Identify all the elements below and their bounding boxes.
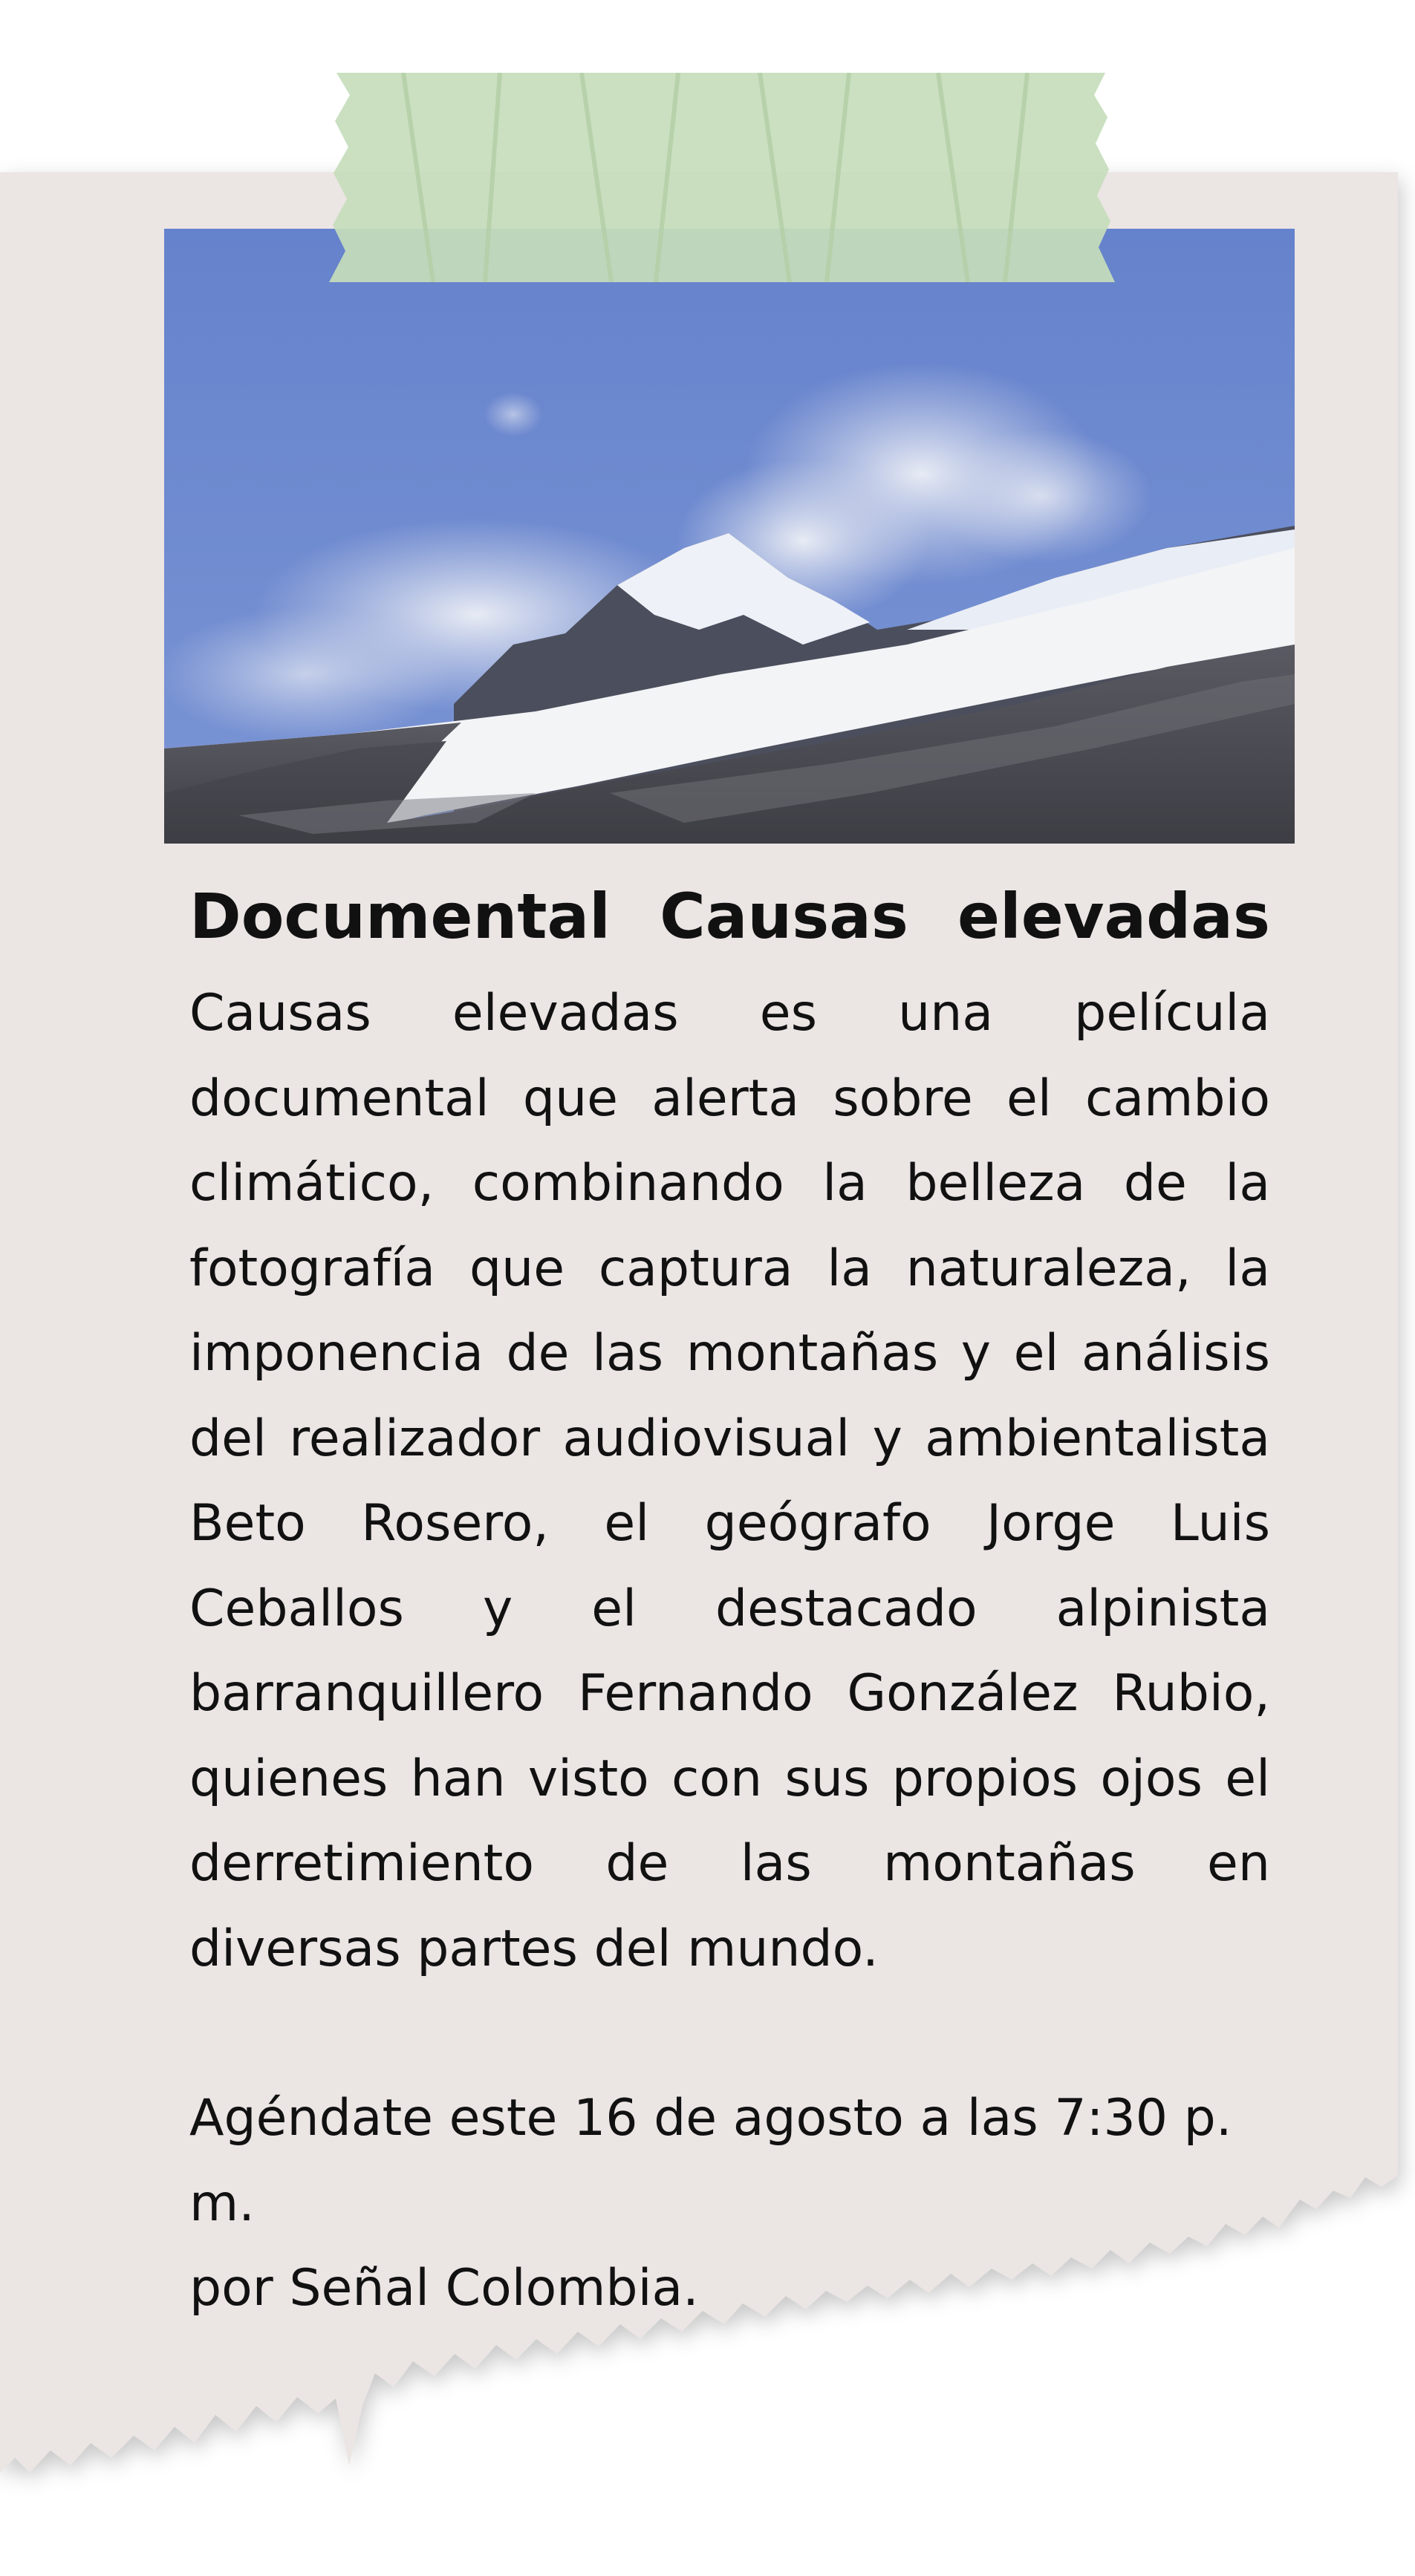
schedule-line-1: Agéndate este 16 de agosto a las 7:30 p. m.	[189, 2089, 1232, 2233]
washi-tape	[329, 73, 1115, 282]
card-description: Causas elevadas es una película documental que alerta sobre el cambio climático, combinando la belleza de la fotografía que captura la naturaleza, la imponencia de las montañas y el análisis del realizador audiovisual y ambientalista Beto Rosero, el geógrafo Jorge Luis Ceballos y el destacado alpinista barranquillero Fernando González Rubio, quienes han visto con sus propios ojos el derretimiento de las montañas en diversas partes del mundo.	[189, 984, 1270, 1978]
mountain-photo	[164, 229, 1295, 844]
snow-capped-mountain-image	[164, 229, 1295, 844]
green-tape-decoration	[329, 73, 1115, 282]
broadcast-schedule	[189, 2076, 1270, 2332]
schedule-line-2: por Señal Colombia.	[189, 2259, 699, 2318]
card-title: Documental Causas elevadas	[189, 880, 1270, 953]
card-content	[189, 861, 1270, 2332]
